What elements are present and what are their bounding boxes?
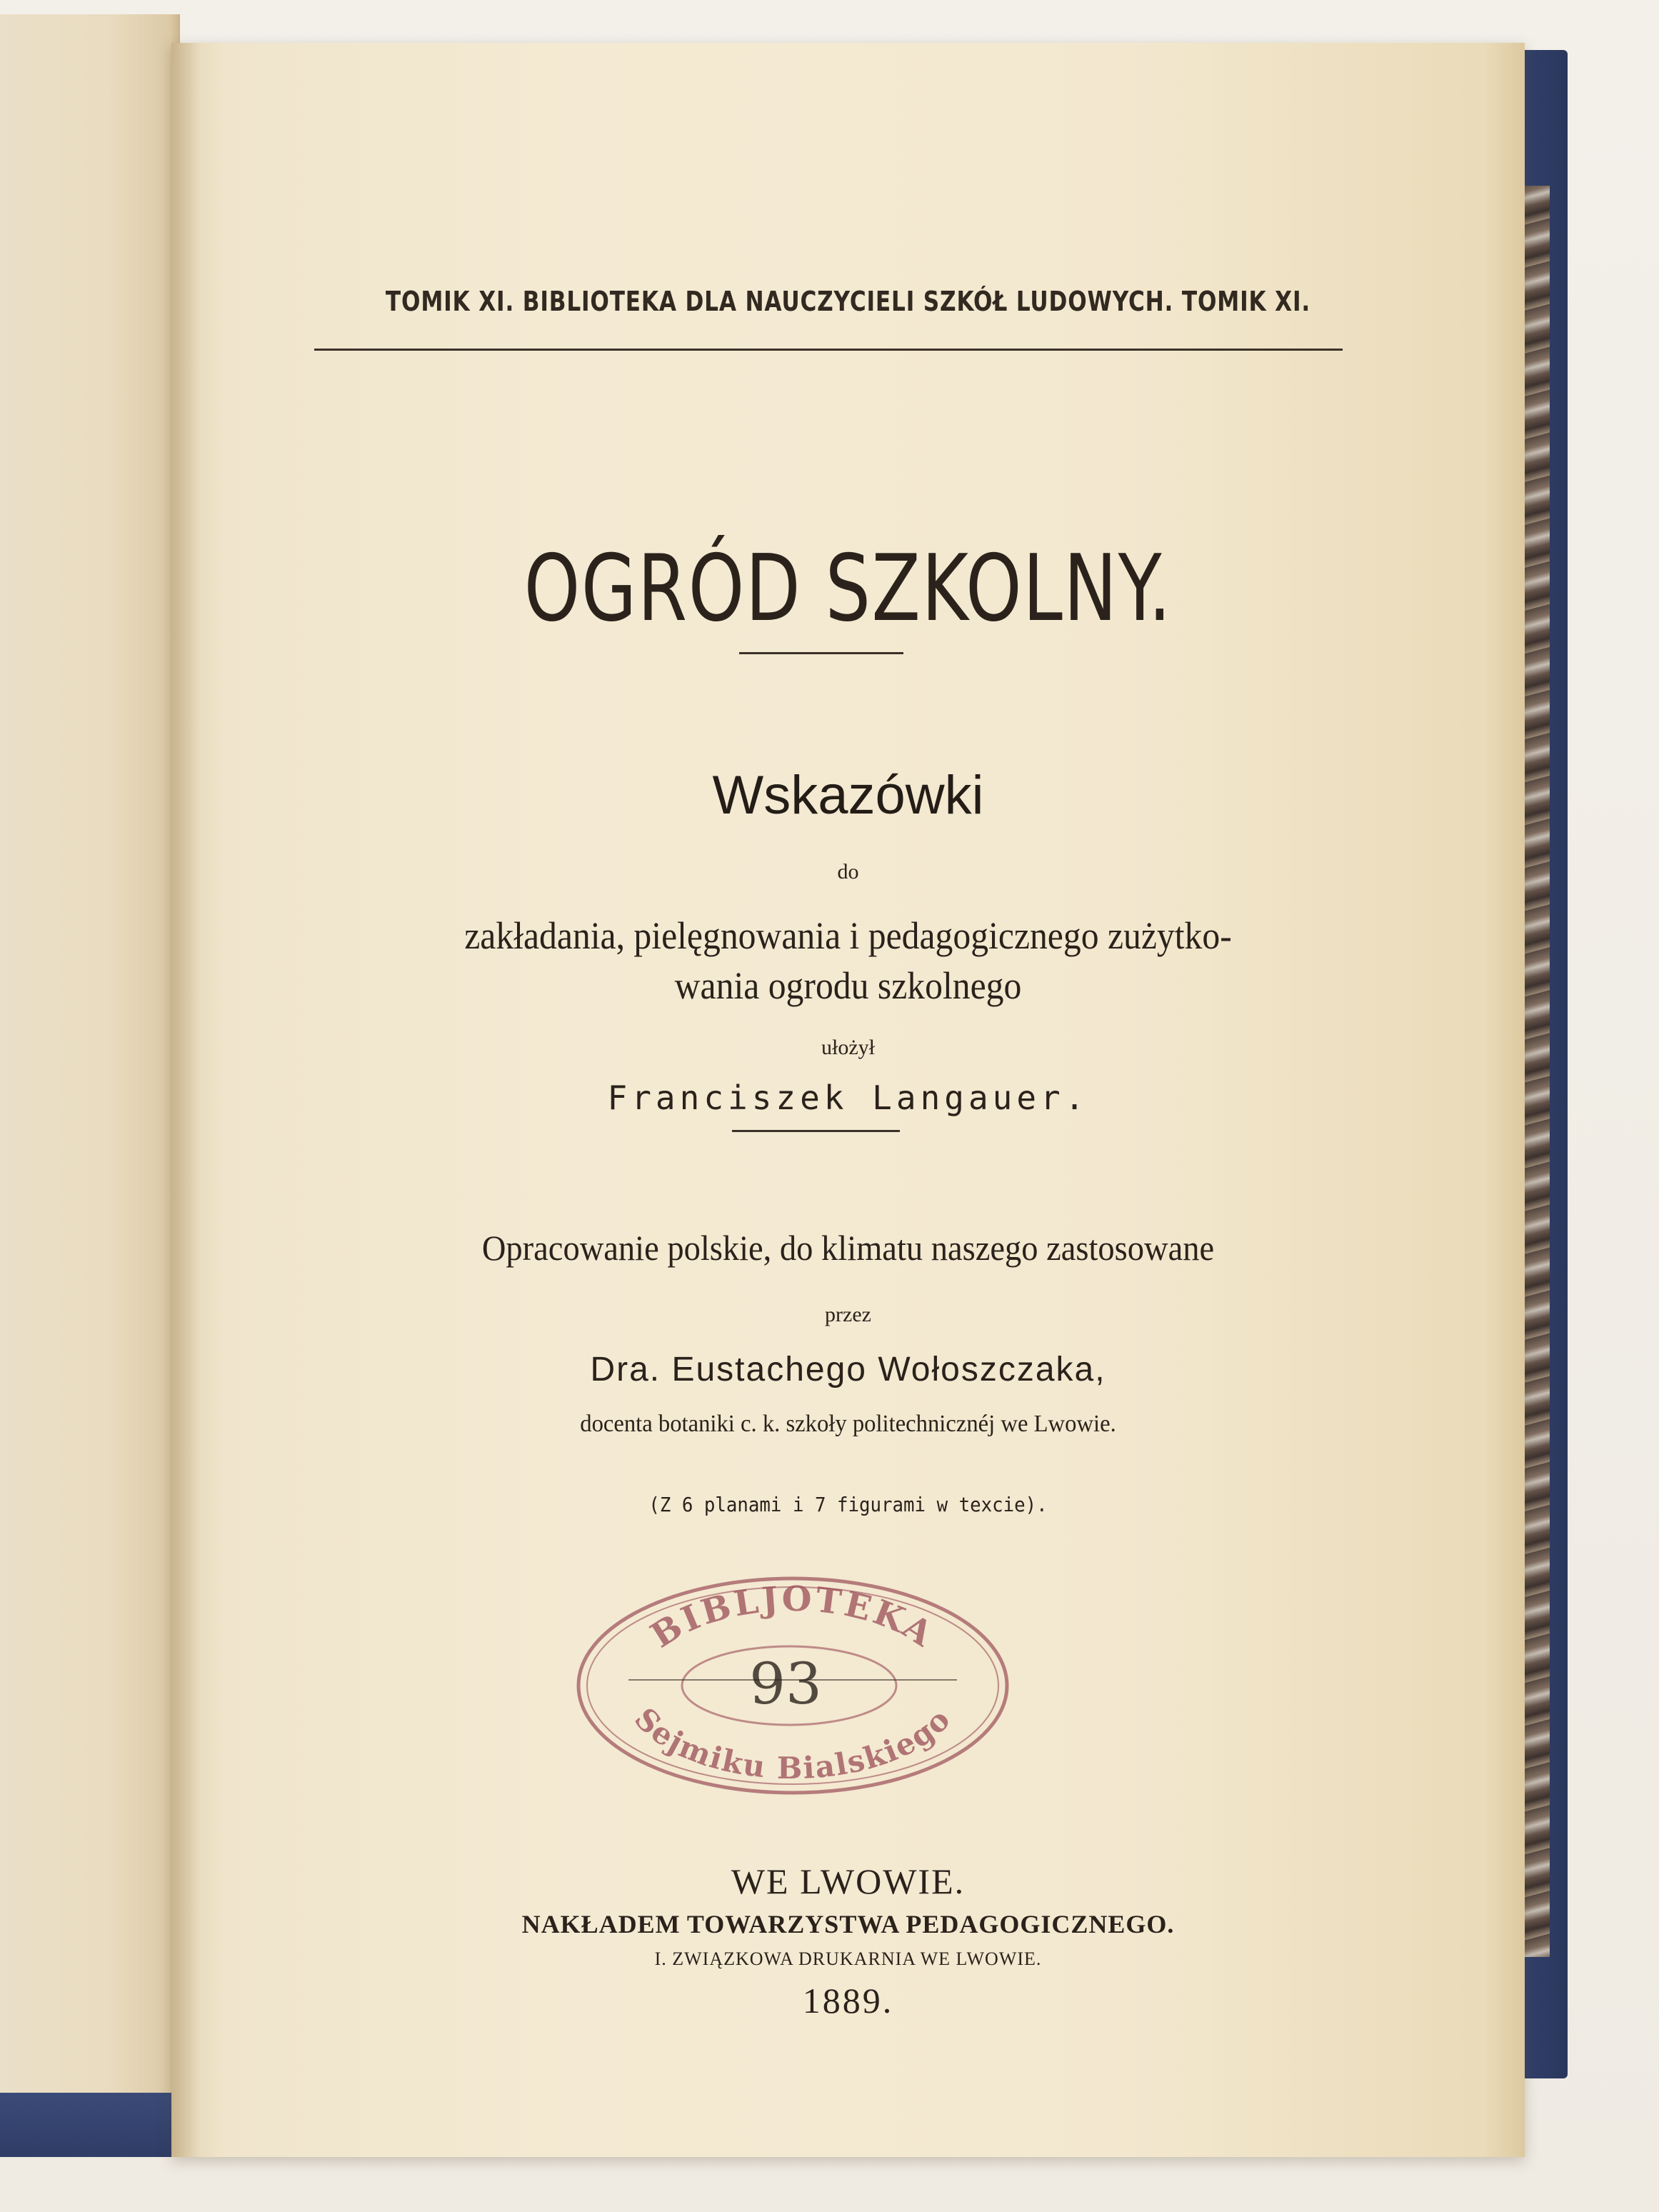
title-divider — [739, 652, 903, 654]
left-cover-edge — [0, 2093, 179, 2157]
description-line-1: zakładania, pielęgnowania i pedagogicznego zużytko- — [464, 914, 1232, 957]
imprint-publisher: NAKŁADEM TOWARZYSTWA PEDAGOGICZNEGO. — [521, 1910, 1175, 1938]
imprint-city: WE LWOWIE. — [731, 1861, 966, 1901]
translator-role: docenta botaniki c. k. szkoły politechnicznéj we Lwowie. — [580, 1411, 1116, 1437]
library-stamp — [571, 1571, 1014, 1800]
description — [226, 911, 1470, 1011]
book-title: OGRÓD SZKOLNY. — [523, 536, 1173, 642]
series-rule — [314, 349, 1343, 351]
illustrations-note: (Z 6 planami i 7 figurami w texcie). — [648, 1493, 1048, 1516]
book-subtitle: Wskazówki — [712, 765, 984, 826]
series-header: TOMIK XI. BIBLIOTEKA DLA NAUCZYCIELI SZKÓŁ LUDOWYCH. TOMIK XI. — [385, 286, 1311, 317]
by-label: przez — [825, 1303, 871, 1326]
title-page — [171, 43, 1525, 2157]
translator-name: Dra. Eustachego Wołoszczaka, — [590, 1351, 1106, 1388]
imprint-year: 1889. — [802, 1981, 894, 2021]
compiled-by-label: ułożył — [821, 1036, 875, 1059]
connector-do: do — [837, 860, 859, 884]
imprint-printer: I. ZWIĄZKOWA DRUKARNIA WE LWOWIE. — [654, 1948, 1042, 1969]
description-line-2: wania ogrodu szkolnego — [674, 964, 1022, 1007]
adaptation-note: Opracowanie polskie, do klimatu naszego zastosowane — [481, 1228, 1215, 1268]
stamp-number: 93 — [749, 1651, 822, 1717]
stamp-top-text: BIBLJOTEKA — [643, 1578, 942, 1656]
author-name: Franciszek Langauer. — [607, 1079, 1089, 1117]
author-divider — [732, 1130, 900, 1132]
left-endpaper — [0, 14, 180, 2157]
stamp-bottom-text: Sejmiku Bialskiego — [627, 1701, 958, 1786]
